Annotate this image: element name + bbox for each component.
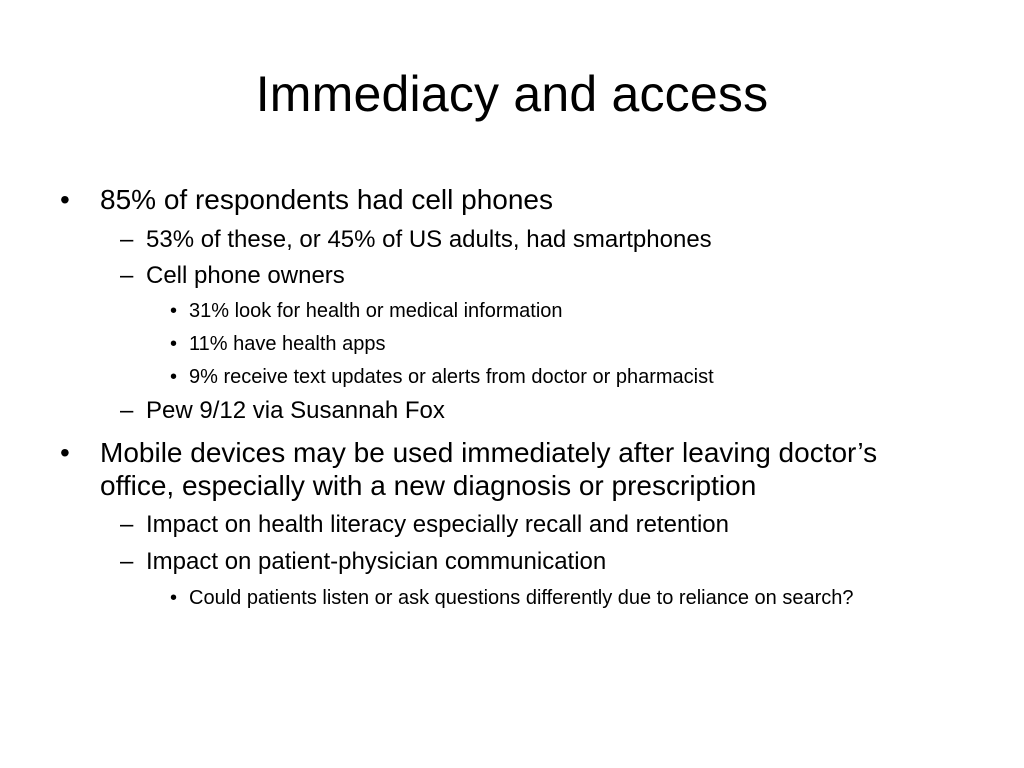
- sub-sub-bullet-marker: •: [170, 587, 178, 609]
- bullet-item: Mobile devices may be used immediately after leaving doctor’s: [100, 437, 878, 468]
- sub-bullet-marker: –: [120, 262, 134, 289]
- sub-sub-bullet-item: 9% receive text updates or alerts from doctor or pharmacist: [189, 366, 714, 388]
- sub-bullet-marker: –: [120, 226, 134, 253]
- slide-title: Immediacy and access: [255, 66, 769, 122]
- sub-bullet-marker: –: [120, 511, 134, 538]
- sub-bullet-item: Impact on health literacy especially recall and retention: [146, 511, 729, 538]
- sub-bullet-item: Cell phone owners: [146, 262, 345, 289]
- sub-sub-bullet-item: 11% have health apps: [189, 333, 386, 355]
- sub-sub-bullet-marker: •: [170, 333, 178, 355]
- sub-sub-bullet-item: 31% look for health or medical information: [189, 300, 563, 322]
- bullet-marker: •: [60, 184, 70, 215]
- bullet-item-continuation: office, especially with a new diagnosis or prescription: [100, 470, 757, 501]
- sub-bullet-item: Impact on patient-physician communication: [146, 548, 607, 575]
- sub-bullet-item: 53% of these, or 45% of US adults, had smartphones: [146, 226, 712, 253]
- sub-bullet-marker: –: [120, 397, 134, 424]
- sub-sub-bullet-marker: •: [170, 366, 178, 388]
- sub-sub-bullet-item: Could patients listen or ask questions differently due to reliance on search?: [189, 587, 854, 609]
- sub-bullet-item: Pew 9/12 via Susannah Fox: [146, 397, 445, 424]
- sub-bullet-marker: –: [120, 548, 134, 575]
- bullet-marker: •: [60, 437, 70, 468]
- sub-sub-bullet-marker: •: [170, 300, 178, 322]
- bullet-item: 85% of respondents had cell phones: [100, 184, 553, 215]
